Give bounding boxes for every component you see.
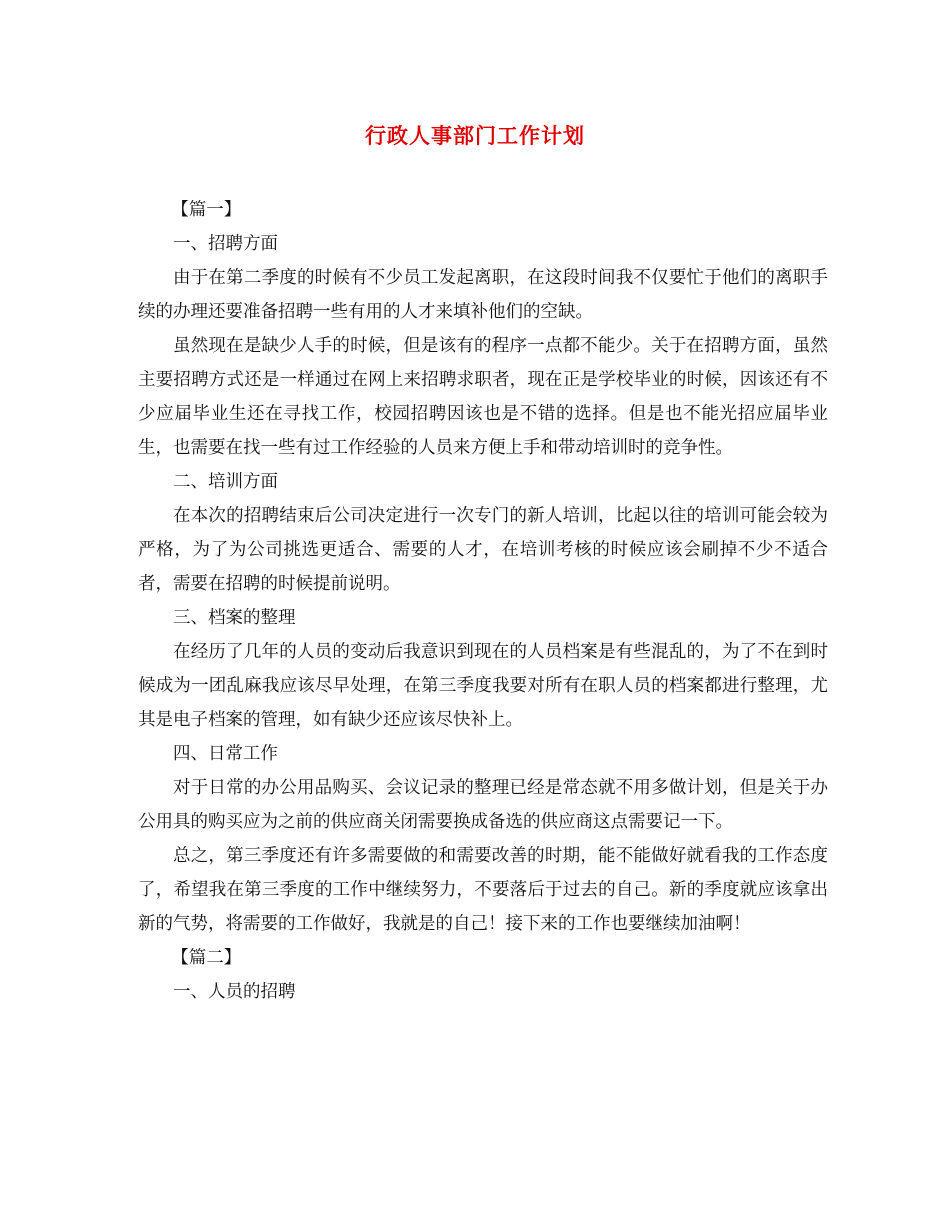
paragraph-recruitment-methods: 虽然现在是缺少人手的时候，但是该有的程序一点都不能少。关于在招聘方面，虽然主要招聘方式还是一样通过在网上来招聘求职者，现在正是学校毕业的时候，因该还有不少应届毕业生还在寻找工作，校园招聘因该也是不错的选择。但是也不能光招应届毕业生，也需要在找一些有过工作经验的人员来方便上手和带动培训时的竞争性。 [138,336,828,458]
heading-daily-work: 四、日常工作 [173,744,278,764]
heading-recruitment: 一、招聘方面 [173,234,278,254]
paragraph-archives: 在经历了几年的人员的变动后我意识到现在的人员档案是有些混乱的，为了不在到时候成为一团乱麻我应该尽早处理，在第三季度我要对所有在职人员的档案都进行整理，尤其是电子档案的管理，如有缺少还应该尽快补上。 [138,642,828,730]
heading-archives: 三、档案的整理 [173,608,296,628]
heading-staff-recruitment: 一、人员的招聘 [173,982,296,1002]
heading-training: 二、培训方面 [173,472,278,492]
paragraph-summary: 总之，第三季度还有许多需要做的和需要改善的时期，能不能做好就看我的工作态度了，希望我在第三季度的工作中继续努力，不要落后于过去的自己。新的季度就应该拿出新的气势，将需要的工作做好，我就是的自己！接下来的工作也要继续加油啊！ [138,846,828,934]
paragraph-training: 在本次的招聘结束后公司决定进行一次专门的新人培训，比起以往的培训可能会较为严格，为了为公司挑选更适合、需要的人才，在培训考核的时候应该会刷掉不少不适合者，需要在招聘的时候提前说明。 [138,506,828,594]
section-label-part-one: 【篇一】 [171,200,242,220]
section-label-part-two: 【篇二】 [171,948,242,968]
document-body [138,193,828,1009]
document-title: 行政人事部门工作计划 [365,123,585,148]
paragraph-recruitment-intro: 由于在第二季度的时候有不少员工发起离职，在这段时间我不仅要忙于他们的离职手续的办理还要准备招聘一些有用的人才来填补他们的空缺。 [138,268,828,322]
paragraph-daily-work: 对于日常的办公用品购买、会议记录的整理已经是常态就不用多做计划，但是关于办公用具的购买应为之前的供应商关闭需要换成备选的供应商这点需要记一下。 [138,778,828,832]
